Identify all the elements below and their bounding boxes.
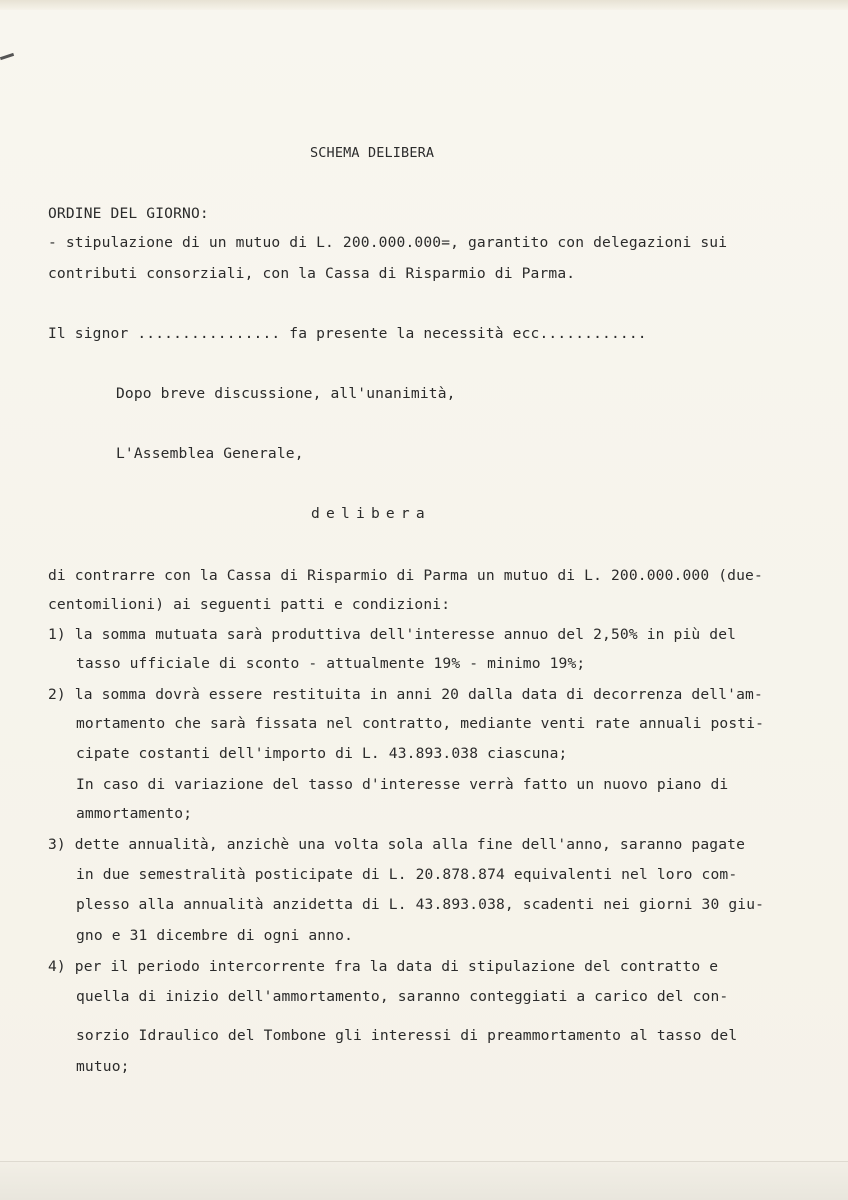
item-2-line-2: mortamento che sarà fissata nel contratto, mediante venti rate annuali posti- [76, 715, 765, 732]
item-4-line-2: quella di inizio dell'ammortamento, saranno conteggiati a carico del con- [76, 988, 729, 1005]
assembly-line: L'Assemblea Generale, [116, 445, 304, 462]
item-4-line-4: mutuo; [76, 1058, 130, 1075]
delibera-heading: delibera [311, 505, 431, 522]
item-1-line-2: tasso ufficiale di sconto - attualmente 19% - minimo 19%; [76, 655, 586, 672]
signor-line: Il signor ................ fa presente la necessità ecc............ [48, 325, 647, 342]
body-line-1: di contrarre con la Cassa di Risparmio di Parma un mutuo di L. 200.000.000 (due- [48, 567, 763, 584]
item-2-line-5: ammortamento; [76, 805, 193, 822]
discussion-line: Dopo breve discussione, all'unanimità, [116, 385, 456, 402]
page-top-edge [0, 0, 848, 10]
item-3-line-3: plesso alla annualità anzidetta di L. 43.893.038, scadenti nei giorni 30 giu- [76, 896, 765, 913]
agenda-heading: ORDINE DEL GIORNO: [48, 205, 209, 222]
agenda-line-2: contributi consorziali, con la Cassa di Risparmio di Parma. [48, 265, 576, 282]
item-2-line-4: In caso di variazione del tasso d'interesse verrà fatto un nuovo piano di [76, 776, 729, 793]
body-line-2: centomilioni) ai seguenti patti e condizioni: [48, 596, 451, 613]
item-2-line-3: cipate costanti dell'importo di L. 43.893.038 ciascuna; [76, 745, 568, 762]
item-3-line-4: gno e 31 dicembre di ogni anno. [76, 927, 354, 944]
item-3-line-2: in due semestralità posticipate di L. 20.878.874 equivalenti nel loro com- [76, 866, 738, 883]
item-4-line-1: 4) per il periodo intercorrente fra la data di stipulazione del contratto e [48, 958, 719, 975]
agenda-line-1: - stipulazione di un mutuo di L. 200.000.000=, garantito con delegazioni sui [48, 234, 728, 251]
item-4-line-3: sorzio Idraulico del Tombone gli interessi di preammortamento al tasso del [76, 1027, 738, 1044]
item-1-line-1: 1) la somma mutuata sarà produttiva dell'interesse annuo del 2,50% in più del [48, 626, 737, 643]
page-bottom-edge [0, 1161, 848, 1200]
item-3-line-1: 3) dette annualità, anzichè una volta sola alla fine dell'anno, saranno pagate [48, 836, 746, 853]
item-2-line-1: 2) la somma dovrà essere restituita in anni 20 dalla data di decorrenza dell'am- [48, 686, 763, 703]
document-title: SCHEMA DELIBERA [310, 145, 435, 161]
